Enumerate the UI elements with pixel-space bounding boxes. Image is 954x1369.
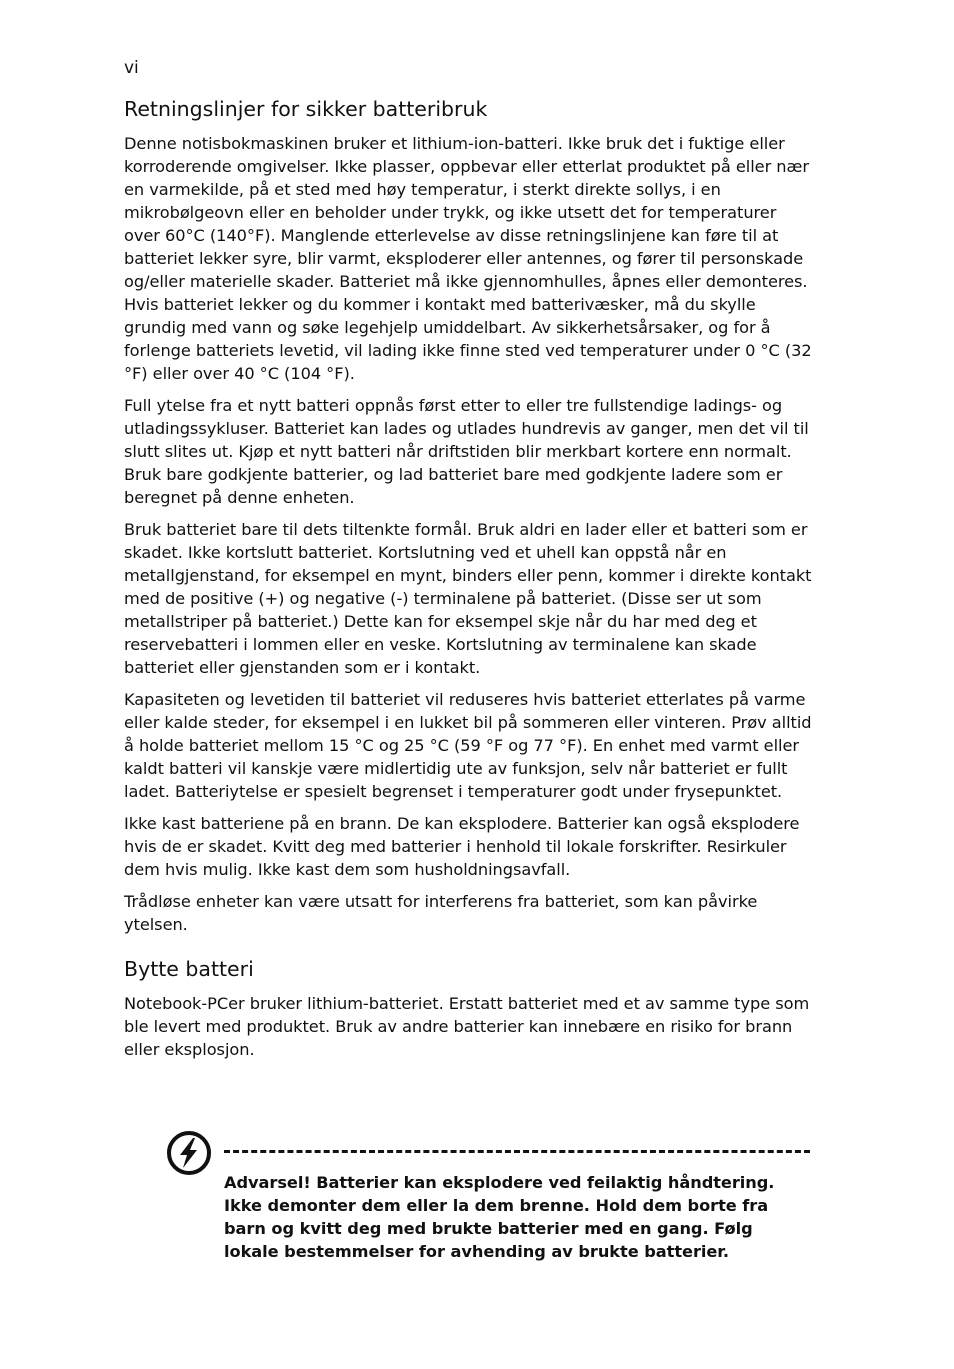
section-heading: Bytte batteri <box>124 957 254 981</box>
section-replace-battery <box>124 956 814 1061</box>
paragraph: Ikke kast batteriene på en brann. De kan eksplodere. Batterier kan også eksplodere hvis de er skadet. Kvitt deg med batterier i henhold til lokale forskrifter. Resirkuler dem hvis mulig. Ikke kast dem som husholdningsavfall. <box>124 814 800 879</box>
paragraph: Kapasiteten og levetiden til batteriet vil reduseres hvis batteriet etterlates på varme eller kalde steder, for eksempel i en lukket bil på sommeren eller vinteren. Prøv alltid å holde batteriet mellom 15 °C og 25 °C (59 °F og 77 °F). En enhet med varmt eller kaldt batteri vil kanskje være midlertidig ute av funksjon, selv når batteriet er fullt ladet. Batteriytelse er spesielt begrenset i temperaturer godt under frysepunktet. <box>124 690 812 801</box>
dashed-divider <box>224 1150 810 1153</box>
section-battery-guidelines <box>124 96 814 936</box>
paragraph: Full ytelse fra et nytt batteri oppnås først etter to eller tre fullstendige ladings- og utladingssykluser. Batteriet kan lades og utlades hundrevis av ganger, men det vil til slutt slites ut. Kjøp et nytt batteri når driftstiden blir merkbart kortere enn normalt. Bruk bare godkjente batterier, og lad batteriet bare med godkjente ladere som er beregnet på denne enheten. <box>124 396 809 507</box>
lightning-warning-icon <box>166 1130 212 1176</box>
section-heading: Retningslinjer for sikker batteribruk <box>124 97 488 121</box>
document-body <box>124 96 814 1070</box>
paragraph: Notebook-PCer bruker lithium-batteriet. Erstatt batteriet med et av samme type som ble levert med produktet. Bruk av andre batterier kan innebære en risiko for brann eller eksplosjon. <box>124 994 810 1059</box>
page-number: vi <box>124 58 139 78</box>
paragraph: Denne notisbokmaskinen bruker et lithium-ion-batteri. Ikke bruk det i fuktige eller korroderende omgivelser. Ikke plasser, oppbevar eller etterlat produktet på eller nær en varmekilde, på et sted med høy temperatur, i sterkt direkte sollys, i en mikrobølgeovn eller en beholder under trykk, og ikke utsett det for temperaturer over 60°C (140°F). Manglende etterlevelse av disse retningslinjene kan føre til at batteriet lekker syre, blir varmt, eksploderer eller antennes, og fører til personskade og/eller materielle skader. Batteriet må ikke gjennomhulles, åpnes eller demonteres. Hvis batteriet lekker og du kommer i kontakt med batterivæsker, må du skylle grundig med vann og søke legehjelp umiddelbart. Av sikkerhetsårsaker, og for å forlenge batteriets levetid, vil lading ikke finne sted ved temperaturer under 0 °C (32 °F) eller over 40 °C (104 °F). <box>124 134 812 383</box>
paragraph: Bruk batteriet bare til dets tiltenkte formål. Bruk aldri en lader eller et batteri som er skadet. Ikke kortslutt batteriet. Kortslutning ved et uhell kan oppstå når en metallgjenstand, for eksempel en mynt, binders eller penn, kommer i direkte kontakt med de positive (+) og negative (-) terminalene på batteriet. (Disse ser ut som metallstriper på batteriet.) Dette kan for eksempel skje når du har med deg et reservebatteri i lommen eller en veske. Kortslutning av terminalene kan skade batteriet eller gjenstanden som er i kontakt. <box>124 520 812 677</box>
warning-text: Advarsel! Batterier kan eksplodere ved feilaktig håndtering. Ikke demonter dem eller la dem brenne. Hold dem borte fra barn og kvitt deg med brukte batterier med en gang. Følg lokale bestemmelser for avhending av brukte batterier. <box>224 1173 775 1261</box>
paragraph: Trådløse enheter kan være utsatt for interferens fra batteriet, som kan påvirke ytelsen. <box>124 892 758 934</box>
